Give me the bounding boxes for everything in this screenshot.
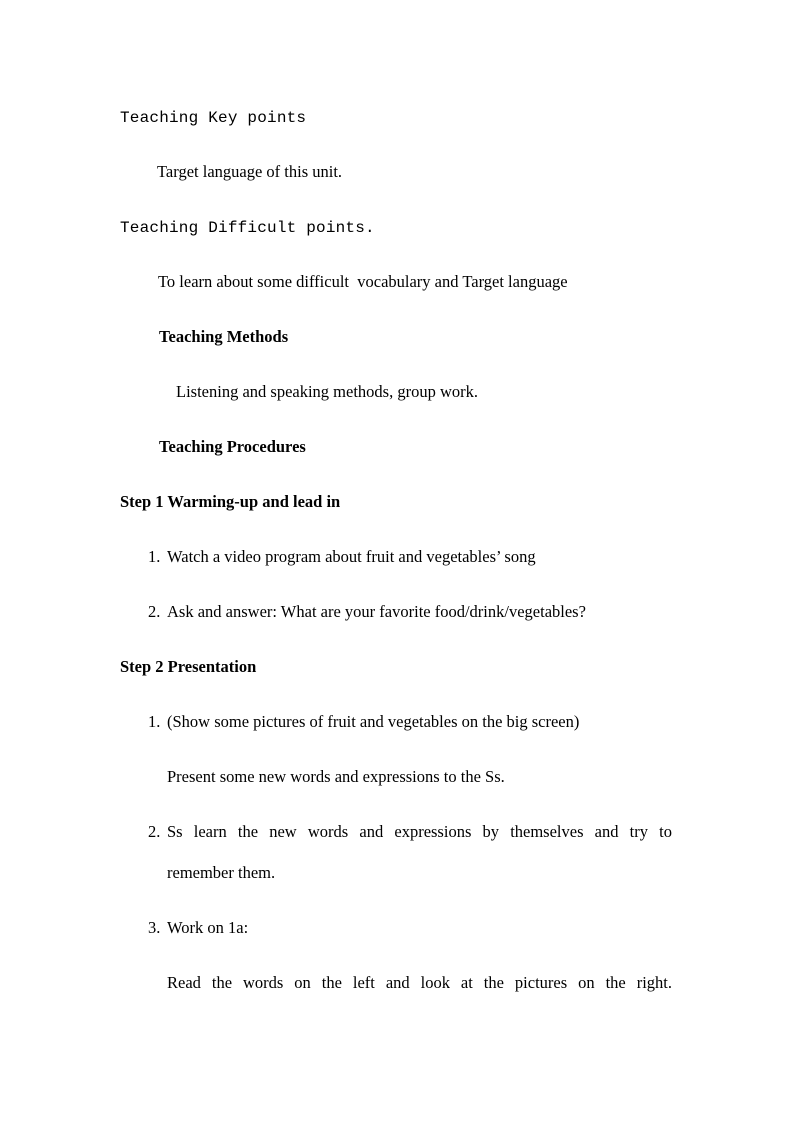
step2-item-3-number: 3. — [148, 918, 161, 937]
methods-text: Listening and speaking methods, group work. — [176, 382, 478, 401]
step1-item-2-text: Ask and answer: What are your favorite food/drink/vegetables? — [167, 602, 586, 621]
step1-item-1-text: Watch a video program about fruit and vegetables’ song — [167, 547, 536, 566]
step2-item-3-continuation: Read the words on the left and look at the pictures on the right. — [167, 973, 672, 992]
procedures-heading: Teaching Procedures — [159, 437, 306, 456]
step2-item-2-continuation: remember them. — [167, 863, 276, 882]
step1-heading: Step 1 Warming-up and lead in — [120, 492, 341, 511]
step2-heading: Step 2 Presentation — [120, 657, 257, 676]
difficult-points-text: To learn about some difficult vocabulary and Target language — [158, 272, 568, 291]
step1-item-1-number: 1. — [148, 547, 161, 566]
step2-item-2-number: 2. — [148, 822, 161, 841]
step2-item-1-number: 1. — [148, 712, 161, 731]
key-points-heading: Teaching Key points — [120, 109, 307, 127]
step1-item-2-number: 2. — [148, 602, 161, 621]
methods-heading: Teaching Methods — [159, 327, 289, 346]
step2-item-1-continuation: Present some new words and expressions to the Ss. — [167, 767, 505, 786]
step2-item-1-text: (Show some pictures of fruit and vegetables on the big screen) — [167, 712, 580, 731]
difficult-points-heading: Teaching Difficult points. — [120, 219, 375, 237]
step2-item-3-text: Work on 1a: — [167, 918, 249, 937]
key-points-text: Target language of this unit. — [157, 162, 343, 181]
step2-item-2-text: Ss learn the new words and expressions by themselves and try to — [167, 822, 672, 841]
